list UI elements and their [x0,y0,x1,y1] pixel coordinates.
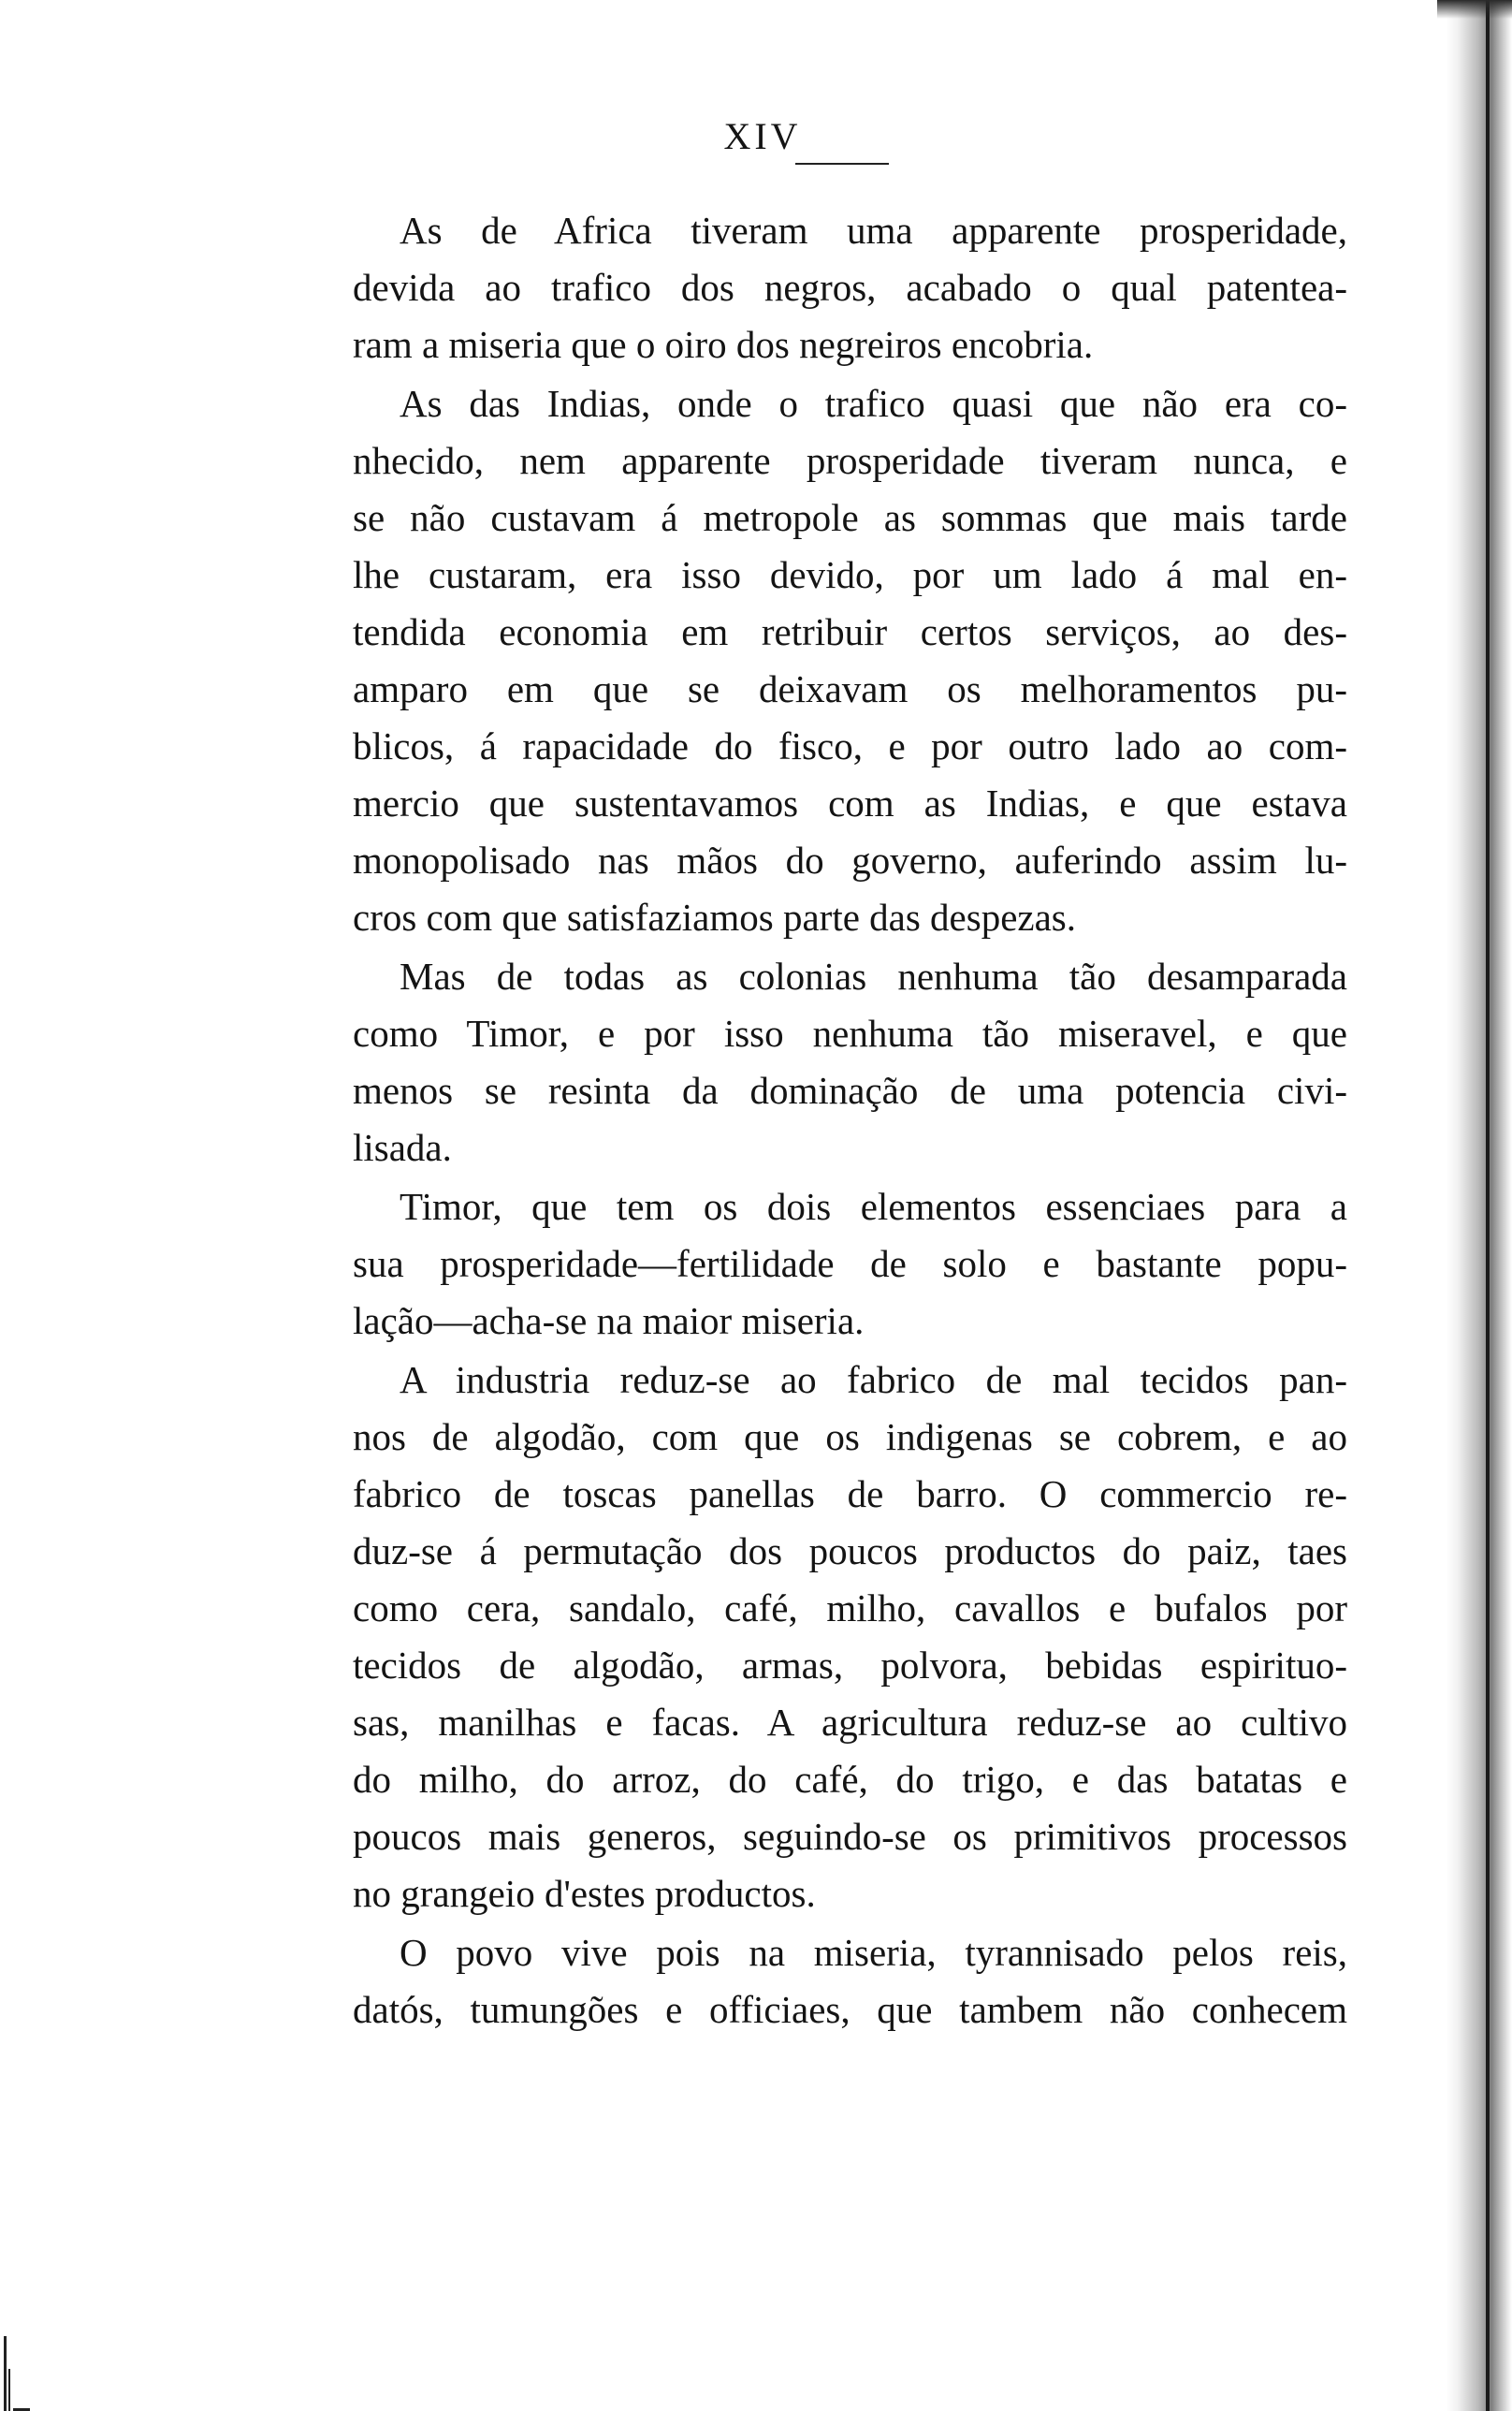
text-line: tecidos de algodão, armas, polvora, bebidas espirituo- [353,1644,1347,1687]
text-line: cros com que satisfaziamos parte das despezas. [353,896,1077,939]
text-line: monopolisado nas mãos do governo, auferindo assim lu- [353,839,1347,882]
text-line: devida ao trafico dos negros, acabado o qual patentea- [353,266,1347,309]
text-line: sas, manilhas e facas. A agricultura reduz-se ao cultivo [353,1701,1347,1744]
text-line: nos de algodão, com que os indigenas se cobrem, e ao [353,1415,1347,1458]
text-line: como cera, sandalo, café, milho, cavallos e bufalos por [353,1586,1347,1629]
text-line: lhe custaram, era isso devido, por um lado á mal en- [353,553,1347,596]
text-line: As de Africa tiveram uma apparente prosperidade, [400,209,1347,252]
text-line: do milho, do arroz, do café, do trigo, e das batatas e [353,1758,1347,1801]
text-line: A industria reduz-se ao fabrico de mal tecidos pan- [400,1358,1347,1401]
text-line: no grangeio d'estes productos. [353,1872,816,1915]
scan-bottom-left-mark [0,2327,37,2411]
text-line: como Timor, e por isso nenhuma tão miseravel, e que [353,1012,1347,1055]
text-line: datós, tumungões e officiaes, que tambem não conhecem [353,1988,1347,2031]
text-line: As das Indias, onde o trafico quasi que não era co- [400,382,1347,425]
text-line: fabrico de toscas panellas de barro. O commercio re- [353,1472,1347,1515]
text-line: lação—acha-se na maior miseria. [353,1299,865,1342]
text-line: duz-se á permutação dos poucos productos do paiz, taes [353,1529,1347,1572]
body-text [353,202,1347,2038]
text-line: Mas de todas as colonias nenhuma tão desamparada [400,955,1347,998]
scan-corner-shadow [1437,0,1512,19]
text-line: tendida economia em retribuir certos serviços, ao des- [353,610,1347,653]
text-line: menos se resinta da dominação de uma potencia civi- [353,1069,1347,1112]
text-line: se não custavam á metropole as sommas que mais tarde [353,496,1347,539]
text-line: nhecido, nem apparente prosperidade tiveram nunca, e [353,439,1347,482]
text-line: amparo em que se deixavam os melhoramentos pu- [353,667,1347,710]
page-number-rule [795,163,889,165]
text-line: lisada. [353,1126,452,1169]
text-line: O povo vive pois na miseria, tyrannisado pelos reis, [400,1931,1347,1974]
text-line: Timor, que tem os dois elementos essenciaes para a [400,1185,1347,1228]
text-line: mercio que sustentavamos com as Indias, e que estava [353,782,1347,825]
scan-edge-shadow [1447,0,1512,2411]
page-number: XIV [723,115,802,157]
text-line: blicos, á rapacidade do fisco, e por outro lado ao com- [353,724,1347,767]
text-line: sua prosperidade—fertilidade de solo e bastante popu- [353,1242,1347,1285]
text-line: ram a miseria que o oiro dos negreiros encobria. [353,323,1094,366]
text-line: poucos mais generos, seguindo-se os primitivos processos [353,1815,1347,1858]
